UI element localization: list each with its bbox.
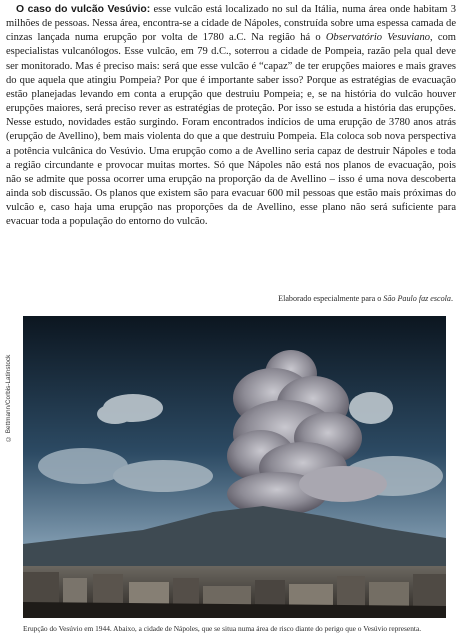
photo-copyright: © Bettmann/Corbis-Latinstock — [5, 354, 12, 442]
source-credit-suffix: . — [450, 294, 453, 303]
source-credit-prefix: Elaborado especialmente para o — [278, 294, 384, 303]
article-text-part-1: esse vulcão está localizado no sul da Itália, numa área onde habitam 3 milhões de pessoas. Nessa área, encontra-se a cidade de Nápoles, construída sobre uma espessa camada de cinzas lançada numa erupção por volta de 1780 a.C. Na região há o — [6, 4, 456, 44]
source-credit — [278, 294, 453, 303]
photo-caption: Erupção do Vesúvio em 1944. Abaixo, a cidade de Nápoles, que se situa numa área de risco diante do perigo que o Vesúvio representa. — [23, 624, 422, 633]
article-paragraph — [6, 3, 456, 230]
naples-city — [23, 566, 446, 618]
article-text-part-2: , com especialistas vulcanólogos. Esse vulcão, em 79 d.C., soterrou a cidade de Pompeia, razão pela qual deve ser monitorado. Mas é preciso mais: será que esse vulcão é “capaz” de ter erupções maiores e mais graves do que aquela que atingiu Pompeia? Por que é importante saber isso? Porque as estratégias de evacuação estão planejadas levando em conta a erupção que destruiu Pompeia; e, se na história do vulcão houver erupções maiores, será preciso rever as estratégias de proteção. Por isso se estuda a história das erupções. Nesse estudo, novidades estão surgindo. Foram encontrados indícios de uma erupção de 3780 anos atrás (erupção de Avellino), bem mais violenta do que a que destruiu Pompeia. Ela coloca sob nova perspectiva a potência vulcânica do Vesúvio. Uma erupção como a de Avellino seria capaz de destruir Nápoles e toda a região circundante e provocar muitas mortes. Só que Nápoles não está nos planos de evacuação, pois não se admite que possa ocorrer uma erupção na proporção da de Avellino – isso é uma nova descoberta ainda sob discussão. Os planos que existem são para evacuar 600 mil pessoas que estão mais próximas do vulcão e, caso haja uma erupção nas proporções da de Avellino, esse plano não será suficiente para evacuar toda a população do entorno do vulcão. — [6, 32, 456, 228]
eruption-photo-illustration — [23, 316, 446, 618]
article-lead: O caso do vulcão Vesúvio: — [16, 4, 151, 15]
source-credit-name: São Paulo faz escola — [383, 294, 451, 303]
observatorio-name: Observatório Vesuviano — [325, 32, 431, 44]
vesuvius-eruption-photo — [23, 316, 446, 618]
